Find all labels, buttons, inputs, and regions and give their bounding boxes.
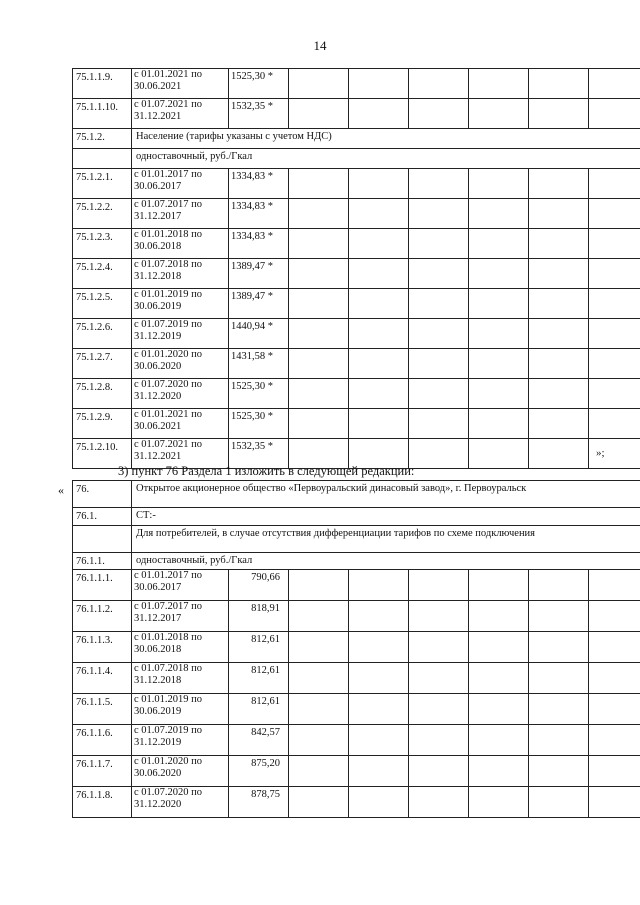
- section-row: [73, 553, 640, 570]
- section-row: [73, 481, 640, 508]
- empty-cell: [289, 632, 349, 663]
- empty-cell: [349, 379, 409, 409]
- page-number: 14: [313, 38, 327, 53]
- empty-cell: [589, 99, 640, 129]
- empty-cell: [529, 725, 589, 756]
- empty-cell: [469, 349, 529, 379]
- empty-cell: [529, 69, 589, 99]
- empty-cell: [409, 694, 469, 725]
- tariff-value: 790,66: [229, 570, 289, 601]
- empty-cell: [529, 663, 589, 694]
- empty-cell: [589, 349, 640, 379]
- row-code: 76.1.1.4.: [73, 663, 132, 694]
- empty-cell: [349, 570, 409, 601]
- period-cell: с 01.07.2018 по 31.12.2018: [132, 259, 229, 289]
- section-label: Открытое акционерное общество «Первоуральский динасовый завод», г. Первоуральск: [132, 481, 640, 508]
- empty-cell: [589, 199, 640, 229]
- tariff-table-75: [72, 68, 640, 469]
- period-cell: с 01.01.2018 по 30.06.2018: [132, 229, 229, 259]
- tariff-value: 1389,47 *: [229, 289, 289, 319]
- empty-cell: [409, 663, 469, 694]
- empty-cell: [589, 632, 640, 663]
- empty-cell: [349, 632, 409, 663]
- period-cell: с 01.07.2020 по 31.12.2020: [132, 379, 229, 409]
- empty-cell: [409, 169, 469, 199]
- tariff-value: 1525,30 *: [229, 409, 289, 439]
- tariff-value: 1334,83 *: [229, 199, 289, 229]
- empty-cell: [289, 289, 349, 319]
- empty-cell: [469, 694, 529, 725]
- empty-cell: [409, 379, 469, 409]
- empty-cell: [529, 169, 589, 199]
- empty-cell: [469, 229, 529, 259]
- empty-cell: [469, 663, 529, 694]
- empty-cell: [529, 787, 589, 818]
- empty-cell: [469, 632, 529, 663]
- opening-quote-mark: «: [58, 483, 64, 497]
- row-code: [73, 526, 132, 553]
- tariff-value: 878,75: [229, 787, 289, 818]
- empty-cell: [289, 570, 349, 601]
- row-code: 76.1.1.: [73, 553, 132, 570]
- empty-cell: [289, 229, 349, 259]
- empty-cell: [289, 725, 349, 756]
- row-code: [73, 149, 132, 169]
- row-code: 75.1.2.7.: [73, 349, 132, 379]
- section-row: [73, 129, 640, 149]
- empty-cell: [529, 259, 589, 289]
- empty-cell: [289, 259, 349, 289]
- empty-cell: [589, 409, 640, 439]
- row-code: 75.1.2.2.: [73, 199, 132, 229]
- row-code: 75.1.2.8.: [73, 379, 132, 409]
- tariff-value: 1431,58 *: [229, 349, 289, 379]
- empty-cell: [469, 379, 529, 409]
- period-cell: с 01.07.2021 по 31.12.2021: [132, 99, 229, 129]
- empty-cell: [589, 663, 640, 694]
- empty-cell: [469, 69, 529, 99]
- empty-cell: [409, 570, 469, 601]
- row-code: 76.1.1.3.: [73, 632, 132, 663]
- row-code: 76.1.1.6.: [73, 725, 132, 756]
- tariff-value: 1334,83 *: [229, 229, 289, 259]
- empty-cell: [529, 379, 589, 409]
- empty-cell: [349, 601, 409, 632]
- empty-cell: [469, 289, 529, 319]
- empty-cell: [289, 409, 349, 439]
- empty-cell: [589, 725, 640, 756]
- period-cell: с 01.07.2020 по 31.12.2020: [132, 787, 229, 818]
- section-row: [73, 149, 640, 169]
- period-cell: с 01.07.2017 по 31.12.2017: [132, 601, 229, 632]
- empty-cell: [529, 601, 589, 632]
- row-code: 75.1.1.9.: [73, 69, 132, 99]
- empty-cell: [589, 259, 640, 289]
- tariff-value: 1532,35 *: [229, 439, 289, 469]
- empty-cell: [589, 289, 640, 319]
- period-cell: с 01.07.2017 по 31.12.2017: [132, 199, 229, 229]
- empty-cell: [529, 439, 589, 469]
- empty-cell: [469, 570, 529, 601]
- empty-cell: [589, 787, 640, 818]
- table-row: [73, 663, 640, 694]
- table-row: [73, 169, 640, 199]
- empty-cell: [469, 259, 529, 289]
- table-row: [73, 349, 640, 379]
- section-label: Население (тарифы указаны с учетом НДС): [132, 129, 640, 149]
- empty-cell: [349, 694, 409, 725]
- table-row: [73, 229, 640, 259]
- empty-cell: [589, 570, 640, 601]
- table-row: [73, 694, 640, 725]
- section-row: [73, 508, 640, 526]
- empty-cell: [589, 694, 640, 725]
- period-cell: с 01.01.2017 по 30.06.2017: [132, 169, 229, 199]
- empty-cell: [349, 349, 409, 379]
- empty-cell: [409, 632, 469, 663]
- empty-cell: [409, 787, 469, 818]
- empty-cell: [409, 289, 469, 319]
- section-label: Для потребителей, в случае отсутствия дифференциации тарифов по схеме подключения: [132, 526, 640, 553]
- row-code: 75.1.2.6.: [73, 319, 132, 349]
- empty-cell: [349, 663, 409, 694]
- empty-cell: [409, 725, 469, 756]
- closing-quote-mark: »;: [596, 447, 605, 459]
- empty-cell: [289, 349, 349, 379]
- empty-cell: [529, 349, 589, 379]
- empty-cell: [589, 69, 640, 99]
- empty-cell: [469, 169, 529, 199]
- empty-cell: [469, 439, 529, 469]
- tariff-value: 1525,30 *: [229, 69, 289, 99]
- empty-cell: [469, 99, 529, 129]
- empty-cell: [589, 379, 640, 409]
- empty-cell: [289, 601, 349, 632]
- period-cell: с 01.01.2021 по 30.06.2021: [132, 69, 229, 99]
- empty-cell: [289, 756, 349, 787]
- empty-cell: [409, 199, 469, 229]
- row-code: 75.1.2.1.: [73, 169, 132, 199]
- empty-cell: [409, 756, 469, 787]
- empty-cell: [289, 787, 349, 818]
- table-row: [73, 379, 640, 409]
- empty-cell: [469, 756, 529, 787]
- empty-cell: [349, 99, 409, 129]
- row-code: 76.1.: [73, 508, 132, 526]
- row-code: 75.1.2.3.: [73, 229, 132, 259]
- tariff-value: 1389,47 *: [229, 259, 289, 289]
- tariff-value: 1532,35 *: [229, 99, 289, 129]
- empty-cell: [349, 725, 409, 756]
- table-row: [73, 756, 640, 787]
- empty-cell: [349, 169, 409, 199]
- empty-cell: [289, 694, 349, 725]
- tariff-value: 812,61: [229, 694, 289, 725]
- section-label: СТ:-: [132, 508, 640, 526]
- section-label: одноставочный, руб./Гкал: [132, 553, 640, 570]
- empty-cell: [409, 99, 469, 129]
- period-cell: с 01.07.2021 по 31.12.2021: [132, 439, 229, 469]
- tariff-value: 875,20: [229, 756, 289, 787]
- row-code: 76.1.1.5.: [73, 694, 132, 725]
- row-code: 76.: [73, 481, 132, 508]
- empty-cell: [349, 199, 409, 229]
- row-code: 75.1.2.10.: [73, 439, 132, 469]
- empty-cell: [349, 787, 409, 818]
- table-row: [73, 632, 640, 663]
- empty-cell: [529, 289, 589, 319]
- empty-cell: [349, 259, 409, 289]
- table-row: [73, 69, 640, 99]
- period-cell: с 01.01.2019 по 30.06.2019: [132, 694, 229, 725]
- table-row: [73, 99, 640, 129]
- table-row: [73, 725, 640, 756]
- empty-cell: [589, 601, 640, 632]
- row-code: 76.1.1.7.: [73, 756, 132, 787]
- row-code: 75.1.1.10.: [73, 99, 132, 129]
- empty-cell: [289, 169, 349, 199]
- table-row: [73, 787, 640, 818]
- period-cell: с 01.01.2017 по 30.06.2017: [132, 570, 229, 601]
- empty-cell: [349, 409, 409, 439]
- tariff-value: 1334,83 *: [229, 169, 289, 199]
- empty-cell: [529, 570, 589, 601]
- period-cell: с 01.01.2020 по 30.06.2020: [132, 349, 229, 379]
- empty-cell: [529, 694, 589, 725]
- empty-cell: [529, 229, 589, 259]
- empty-cell: [529, 632, 589, 663]
- section-label: одноставочный, руб./Гкал: [132, 149, 640, 169]
- period-cell: с 01.07.2018 по 31.12.2018: [132, 663, 229, 694]
- tariff-value: 842,57: [229, 725, 289, 756]
- empty-cell: [469, 601, 529, 632]
- period-cell: с 01.01.2020 по 30.06.2020: [132, 756, 229, 787]
- tariff-value: 1440,94 *: [229, 319, 289, 349]
- row-code: 76.1.1.8.: [73, 787, 132, 818]
- period-cell: с 01.01.2019 по 30.06.2019: [132, 289, 229, 319]
- empty-cell: [409, 439, 469, 469]
- empty-cell: [469, 725, 529, 756]
- table-row: [73, 259, 640, 289]
- row-code: 75.1.2.5.: [73, 289, 132, 319]
- table-row: [73, 570, 640, 601]
- empty-cell: [589, 756, 640, 787]
- table-row: [73, 319, 640, 349]
- table-row: [73, 289, 640, 319]
- period-cell: с 01.07.2019 по 31.12.2019: [132, 319, 229, 349]
- empty-cell: [409, 229, 469, 259]
- empty-cell: [289, 99, 349, 129]
- empty-cell: [589, 169, 640, 199]
- empty-cell: [349, 229, 409, 259]
- row-code: 76.1.1.1.: [73, 570, 132, 601]
- empty-cell: [349, 756, 409, 787]
- empty-cell: [349, 69, 409, 99]
- empty-cell: [289, 69, 349, 99]
- empty-cell: [409, 601, 469, 632]
- tariff-table-76: [72, 480, 640, 818]
- empty-cell: [409, 69, 469, 99]
- period-cell: с 01.01.2018 по 30.06.2018: [132, 632, 229, 663]
- section-row: [73, 526, 640, 553]
- table-row: [73, 601, 640, 632]
- empty-cell: [289, 379, 349, 409]
- period-cell: с 01.07.2019 по 31.12.2019: [132, 725, 229, 756]
- empty-cell: [469, 409, 529, 439]
- empty-cell: [349, 319, 409, 349]
- row-code: 75.1.2.4.: [73, 259, 132, 289]
- empty-cell: [469, 199, 529, 229]
- empty-cell: [529, 409, 589, 439]
- amendment-paragraph: 3) пункт 76 Раздела 1 изложить в следующей редакции:: [118, 464, 415, 478]
- empty-cell: [469, 787, 529, 818]
- row-code: 76.1.1.2.: [73, 601, 132, 632]
- empty-cell: [529, 319, 589, 349]
- empty-cell: [529, 99, 589, 129]
- empty-cell: [589, 229, 640, 259]
- table-row: [73, 409, 640, 439]
- empty-cell: [409, 349, 469, 379]
- tariff-value: 812,61: [229, 632, 289, 663]
- empty-cell: [529, 199, 589, 229]
- period-cell: с 01.01.2021 по 30.06.2021: [132, 409, 229, 439]
- empty-cell: [409, 409, 469, 439]
- row-code: 75.1.2.: [73, 129, 132, 149]
- empty-cell: [349, 289, 409, 319]
- empty-cell: [289, 199, 349, 229]
- empty-cell: [409, 259, 469, 289]
- empty-cell: [469, 319, 529, 349]
- tariff-value: 1525,30 *: [229, 379, 289, 409]
- empty-cell: [409, 319, 469, 349]
- empty-cell: [529, 756, 589, 787]
- empty-cell: [589, 319, 640, 349]
- row-code: 75.1.2.9.: [73, 409, 132, 439]
- tariff-value: 818,91: [229, 601, 289, 632]
- empty-cell: [289, 319, 349, 349]
- empty-cell: [289, 663, 349, 694]
- table-row: [73, 199, 640, 229]
- tariff-value: 812,61: [229, 663, 289, 694]
